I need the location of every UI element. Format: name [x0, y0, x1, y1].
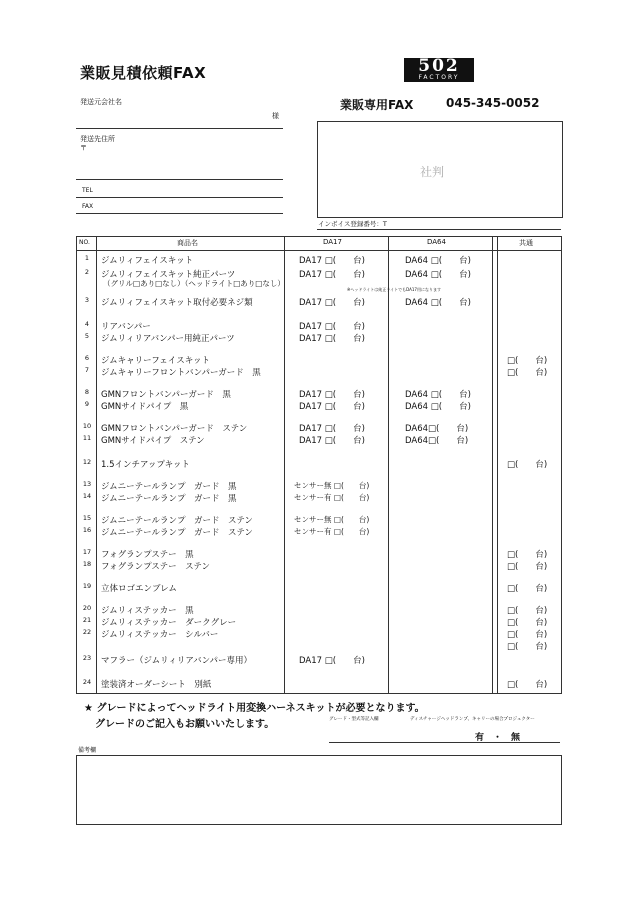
logo-number: 502 — [418, 56, 460, 76]
row-number: 16 — [82, 526, 92, 534]
da17-quantity[interactable]: DA17 □( 台) — [299, 390, 365, 400]
product-option: （グリル□あり□なし）（ヘッドライト□あり□なし） — [103, 279, 285, 288]
row-number: 10 — [82, 422, 92, 430]
col-da17-header: DA17 — [323, 238, 342, 246]
invoice-underline — [317, 229, 561, 230]
product-name: GMNサイドパイプ 黒 — [101, 402, 189, 412]
product-name: フォグランプステー ステン — [101, 562, 210, 572]
row-number: 7 — [84, 366, 90, 374]
factory-logo — [404, 58, 474, 82]
row-number: 24 — [82, 678, 92, 686]
row-number: 6 — [84, 354, 90, 362]
col-common-header: 共通 — [519, 239, 533, 247]
common-quantity[interactable]: □( 台) — [507, 606, 548, 616]
common-quantity[interactable]: □( 台) — [507, 618, 548, 628]
invoice-label: インボイス登録番号：T — [318, 220, 387, 228]
col-divider — [388, 237, 389, 693]
da17-quantity[interactable]: センサー有 □( 台) — [294, 493, 370, 502]
row-number: 4 — [84, 320, 90, 328]
fax-label: 業販専用FAX — [340, 98, 414, 112]
common-quantity[interactable]: □( 台) — [507, 680, 548, 690]
row-number: 19 — [82, 582, 92, 590]
common-quantity[interactable]: □( 台) — [507, 642, 548, 652]
col-name-header: 商品名 — [177, 239, 198, 247]
row-number: 9 — [84, 400, 90, 408]
col-divider — [96, 237, 97, 693]
grade-underline — [329, 742, 560, 743]
postal-mark: 〒 — [80, 144, 87, 152]
col-divider — [492, 237, 493, 693]
fax-field-label: FAX — [82, 203, 94, 210]
col-divider — [284, 237, 285, 693]
product-name: 立体ロゴエンブレム — [101, 584, 177, 594]
da64-quantity[interactable]: DA64 □( 台) — [405, 298, 471, 308]
fax-number: 045-345-0052 — [446, 96, 540, 110]
fax-underline — [76, 213, 283, 214]
da17-quantity[interactable]: DA17 □( 台) — [299, 270, 365, 280]
product-name: ジムリィフェイスキット — [101, 256, 194, 266]
sender-company-label: 発送元会社名 — [80, 98, 122, 106]
product-name: GMNサイドパイプ ステン — [101, 436, 205, 446]
row-number: 5 — [84, 332, 90, 340]
common-quantity[interactable]: □( 台) — [507, 356, 548, 366]
product-name: フォグランプステー 黒 — [101, 550, 194, 560]
common-quantity[interactable]: □( 台) — [507, 368, 548, 378]
header-separator — [77, 250, 561, 251]
product-name: ジムニーテールランプ ガード 黒 — [101, 494, 237, 504]
da64-quantity[interactable]: DA64□( 台) — [405, 436, 469, 446]
da17-quantity[interactable]: DA17 □( 台) — [299, 402, 365, 412]
row-number: 1 — [84, 254, 90, 262]
da17-quantity[interactable]: センサー無 □( 台) — [294, 515, 370, 524]
da17-quantity[interactable]: DA17 □( 台) — [299, 656, 365, 666]
company-underline — [76, 128, 283, 129]
common-quantity[interactable]: □( 台) — [507, 550, 548, 560]
tel-underline — [76, 197, 283, 198]
product-name: ジムニーテールランプ ガード ステン — [101, 516, 253, 526]
da64-quantity[interactable]: DA64□( 台) — [405, 424, 469, 434]
product-name: ジムリィステッカー 黒 — [101, 606, 194, 616]
honorific: 様 — [272, 112, 279, 120]
page-title: 業販見積依頼FAX — [80, 64, 207, 82]
logo-sub: FACTORY — [418, 74, 460, 81]
da17-quantity[interactable]: DA17 □( 台) — [299, 322, 365, 332]
company-seal-label: 社判 — [420, 165, 445, 179]
da64-quantity[interactable]: DA64 □( 台) — [405, 402, 471, 412]
product-name: 塗装済オーダーシート 別紙 — [101, 680, 212, 690]
row-number: 15 — [82, 514, 92, 522]
row-number: 13 — [82, 480, 92, 488]
product-name: リアバンパー — [101, 322, 151, 332]
row-number: 22 — [82, 628, 92, 636]
product-name: ジムリィフェイスキット取付必要ネジ類 — [101, 298, 253, 308]
col-no-header: NO. — [79, 239, 90, 246]
common-quantity[interactable]: □( 台) — [507, 460, 548, 470]
row-number: 14 — [82, 492, 92, 500]
grade-field-label: グレード・型式等記入欄 — [329, 717, 379, 722]
col-da64-header: DA64 — [427, 238, 446, 246]
da17-quantity[interactable]: センサー有 □( 台) — [294, 527, 370, 536]
product-name: ジムキャリーフロントバンパーガード 黒 — [101, 368, 261, 378]
grade-request: グレードのご記入もお願いいたします。 — [95, 719, 275, 730]
row-number: 23 — [82, 654, 92, 662]
row-number: 20 — [82, 604, 92, 612]
row-number: 18 — [82, 560, 92, 568]
order-table — [76, 236, 562, 694]
yes-no-choice[interactable]: 有 ・ 無 — [475, 733, 521, 743]
da17-quantity[interactable]: DA17 □( 台) — [299, 256, 365, 266]
row-number: 21 — [82, 616, 92, 624]
row-number: 8 — [84, 388, 90, 396]
product-footnote: ※ヘッドライトは純正ライトでもDA17用になります — [347, 287, 441, 292]
remarks-label: 備考欄 — [78, 747, 97, 754]
product-name: ジムリィフェイスキット純正パーツ — [101, 270, 236, 280]
da64-quantity[interactable]: DA64 □( 台) — [405, 270, 471, 280]
address-underline — [76, 179, 283, 180]
da17-quantity[interactable]: DA17 □( 台) — [299, 436, 365, 446]
remarks-box[interactable] — [76, 755, 562, 825]
common-quantity[interactable]: □( 台) — [507, 584, 548, 594]
tel-label: TEL — [82, 187, 93, 194]
product-name: ジムリィリアバンパー用純正パーツ — [101, 334, 235, 344]
common-quantity[interactable]: □( 台) — [507, 630, 548, 640]
row-number: 17 — [82, 548, 92, 556]
da17-quantity[interactable]: DA17 □( 台) — [299, 424, 365, 434]
da17-quantity[interactable]: センサー無 □( 台) — [294, 481, 370, 490]
product-name: ジムニーテールランプ ガード ステン — [101, 528, 253, 538]
row-number: 2 — [84, 268, 90, 276]
sender-address-label: 発送先住所 — [80, 135, 115, 143]
product-name: ジムリィステッカー シルバー — [101, 630, 219, 640]
product-name: GMNフロントバンパーガード 黒 — [101, 390, 231, 400]
product-name: ジムリィステッカー ダークグレー — [101, 618, 237, 628]
da64-quantity[interactable]: DA64 □( 台) — [405, 390, 471, 400]
da17-quantity[interactable]: DA17 □( 台) — [299, 298, 365, 308]
product-name: GMNフロントバンパーガード ステン — [101, 424, 248, 434]
col-divider — [497, 237, 498, 693]
row-number: 3 — [84, 296, 90, 304]
projector-label: ディスチャージヘッドランプ、キャリーの場合プロジェクター — [410, 717, 535, 722]
harness-notice: ★ グレードによってヘッドライト用変換ハーネスキットが必要となります。 — [84, 703, 425, 714]
product-name: ジムニーテールランプ ガード 黒 — [101, 482, 237, 492]
product-name: 1.5インチアップキット — [101, 460, 190, 470]
row-number: 11 — [82, 434, 92, 442]
product-name: マフラー（ジムリィリアバンパー専用） — [101, 656, 253, 666]
product-name: ジムキャリーフェイスキット — [101, 356, 211, 366]
common-quantity[interactable]: □( 台) — [507, 562, 548, 572]
da17-quantity[interactable]: DA17 □( 台) — [299, 334, 365, 344]
row-number: 12 — [82, 458, 92, 466]
da64-quantity[interactable]: DA64 □( 台) — [405, 256, 471, 266]
